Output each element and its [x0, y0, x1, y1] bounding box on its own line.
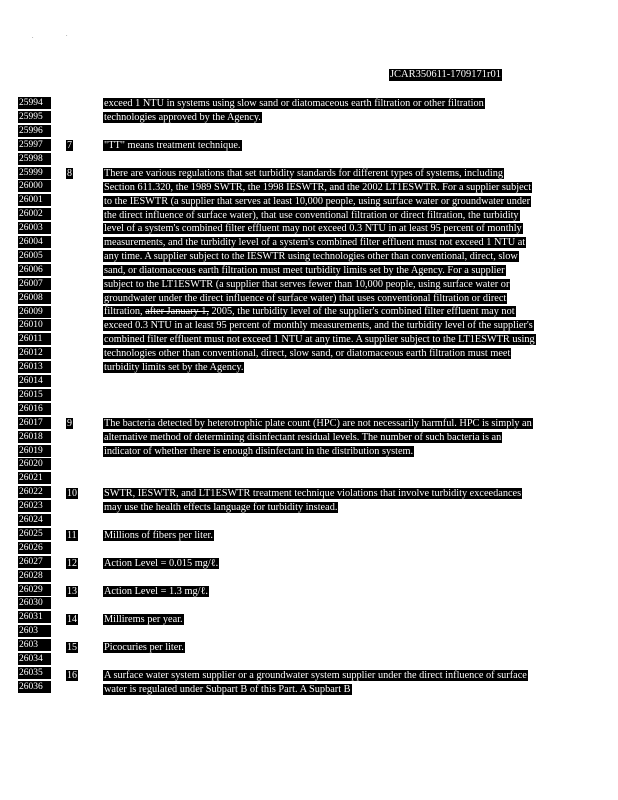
footnote-number-12: 12	[67, 558, 77, 569]
line-number: 26020	[18, 458, 51, 470]
line-number: 26025	[18, 528, 51, 540]
line-number: 26006	[18, 264, 51, 276]
footnote-12-text: Action Level = 0.015 mg/ℓ.	[104, 558, 219, 569]
footnote-11-text: Millions of fibers per liter.	[104, 530, 213, 541]
line-number: 26022	[18, 486, 51, 498]
footnote-number-7: 7	[67, 140, 72, 151]
footnote-9-text: The bacteria detected by heterotrophic plate count (HPC) are not necessarily harmful. HPC is simply an alternative method of determining disinfectant residual levels. The number of such bacteria is an indicator of whether there is enough disinfectant in the distribution system.	[104, 418, 532, 457]
footnote-7-text: "TT" means treatment technique.	[104, 140, 241, 151]
line-number: 26016	[18, 403, 51, 415]
footnote-number-11: 11	[67, 530, 77, 541]
line-number: 26026	[18, 542, 51, 554]
line-number: 26018	[18, 431, 51, 443]
line-number: 26034	[18, 653, 51, 665]
deleted-text: after January 1,	[145, 306, 209, 318]
line-number: 25995	[18, 111, 51, 123]
line-number: 26009	[18, 306, 51, 318]
line-number: 26010	[18, 319, 51, 331]
line-number: 25997	[18, 139, 51, 151]
footnote-16-text: A surface water system supplier or a groundwater system supplier under the direct influence of surface water is regulated under Subpart B of this Part. A Supbart B	[104, 670, 527, 695]
line-number: 26021	[18, 472, 51, 484]
line-number: 26029	[18, 584, 51, 596]
line-number: 26017	[18, 417, 51, 429]
line-number: 2603	[18, 639, 51, 651]
line-number: 26004	[18, 236, 51, 248]
line-number: 26036	[18, 681, 51, 693]
line-number: 26005	[18, 250, 51, 262]
footnote-number-10: 10	[67, 488, 77, 499]
line-number: 26028	[18, 570, 51, 582]
footnote-8-text: There are various regulations that set turbidity standards for different types of systems, including Section 611.320, the 1989 SWTR, the 1998 IESWTR, and the 2002 LT1ESWTR. For a supplier subject to the IESWTR (a supplier that serves at least 10,000 people, using surface water or groundwater under the direct influence of surface water), that use conventional filtration or direct filtration, the turbidity level of a system's combined filter effluent may not exceed 0.3 NTU in at least 95 percent of monthly measurements, and the turbidity level of a system's combined filter effluent must not exceed 1 NTU at any time. A supplier subject to the IESWTR using technologies other than conventional, direct, slow sand, or diatomaceous earth filtration must meet turbidity limits set by the Agency. For a supplier subject to the LT1ESWTR (a supplier that serves fewer than 10,000 people, using surface water or groundwater under the direct influence of surface water) that uses conventional filtration or direct filtration, after January 1, 2005, the turbidity level of the supplier's combined filter effluent may not exceed 0.3 NTU in at least 95 percent of monthly measurements, and the turbidity level of the supplier's combined filter effluent must not exceed 1 NTU at any time. A supplier subject to the LT1ESWTR using technologies other than conventional, direct, slow sand, or diatomaceous earth filtration must meet turbidity limits set by the Agency.	[104, 168, 535, 373]
line-number: 25996	[18, 125, 51, 137]
line-number: 26031	[18, 611, 51, 623]
footnote-13-text: Action Level = 1.3 mg/ℓ.	[104, 586, 208, 597]
line-number: 26015	[18, 389, 51, 401]
line-number: 25998	[18, 153, 51, 165]
line-number: 26007	[18, 278, 51, 290]
footnote-10-text: SWTR, IESWTR, and LT1ESWTR treatment technique violations that involve turbidity exceedances may use the health effects language for turbidity instead.	[104, 488, 522, 513]
footnote-number-8: 8	[67, 168, 72, 179]
line-number: 25999	[18, 167, 51, 179]
line-number: 26011	[18, 333, 51, 345]
footnote-number-13: 13	[67, 586, 77, 597]
line-number: 26035	[18, 667, 51, 679]
line-number: 26024	[18, 514, 51, 526]
line-number: 2603	[18, 625, 51, 637]
line-number: 25994	[18, 97, 51, 109]
line-number: 26013	[18, 361, 51, 373]
footnote-number-16: 16	[67, 670, 77, 681]
line-number: 26023	[18, 500, 51, 512]
line-number: 26002	[18, 208, 51, 220]
line-number: 26003	[18, 222, 51, 234]
footnote-number-9: 9	[67, 418, 72, 429]
line-number: 26001	[18, 194, 51, 206]
line-number: 26027	[18, 556, 51, 568]
line-number: 26012	[18, 347, 51, 359]
line-number: 26000	[18, 180, 51, 192]
footnote-number-14: 14	[67, 614, 77, 625]
line-number: 26014	[18, 375, 51, 387]
footnote-14-text: Millirems per year.	[104, 614, 183, 625]
line-number: 26030	[18, 597, 51, 609]
line-number: 26019	[18, 445, 51, 457]
footnote-15-text: Picocuries per liter.	[104, 642, 184, 653]
document-id: JCAR350611-1709171r01	[389, 69, 501, 80]
footnote-continuation: exceed 1 NTU in systems using slow sand or diatomaceous earth filtration or other filtration technologies approved by the Agency.	[104, 98, 484, 123]
line-number: 26008	[18, 292, 51, 304]
footnote-number-15: 15	[67, 642, 77, 653]
